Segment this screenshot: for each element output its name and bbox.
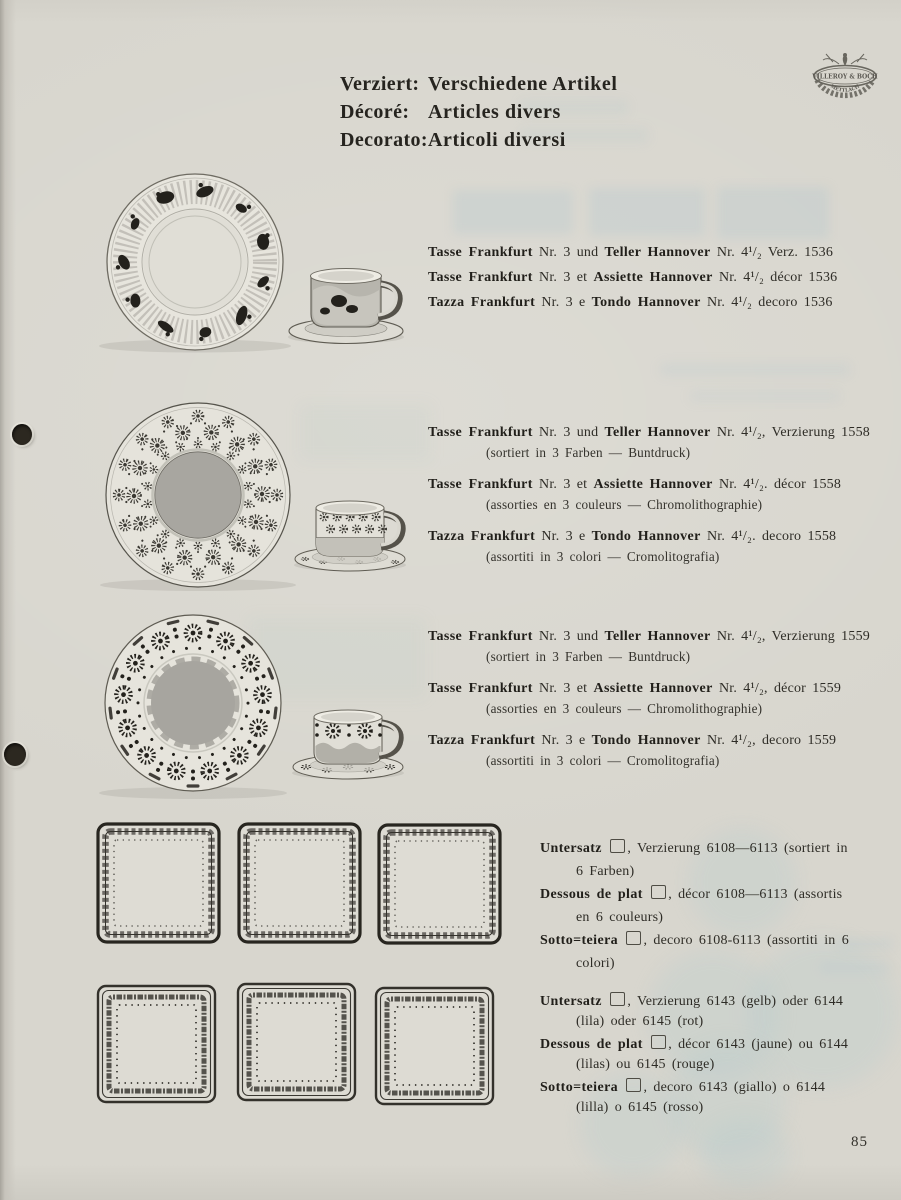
product-name: Teller Hannover xyxy=(604,245,711,260)
text-entries-decor-1559 xyxy=(428,627,893,783)
text-entries-decor-1558 xyxy=(428,423,893,579)
entry-line xyxy=(428,423,893,443)
entry-text: Nr. 3 e xyxy=(535,529,592,544)
entry-text: , decoro 6143 (giallo) o 6144 (lilla) o 6145 (rosso) xyxy=(576,1080,826,1115)
entry-subline: (assortiti in 3 colori — Cromolitografia) xyxy=(486,753,720,768)
entry-subline: (assortiti in 3 colori — Cromolitografia) xyxy=(486,549,720,564)
header-label-italian: Decorato: xyxy=(340,129,428,151)
showthrough-ghost xyxy=(660,363,850,376)
text-entries-decor-6143-6145 xyxy=(540,992,852,1121)
entry-line xyxy=(428,527,893,547)
text-entries-decor-1536 xyxy=(428,243,893,318)
entry-text: Nr. 4¹/₂ decoro 1536 xyxy=(700,295,833,310)
photo-plate-and-cup-decor-1536 xyxy=(93,170,408,356)
entry-subline: (sortiert in 3 Farben — Buntdruck) xyxy=(486,649,691,664)
product-name: Assiette Hannover xyxy=(593,270,713,285)
catalog-entry xyxy=(540,930,852,975)
square-shape-symbol xyxy=(651,885,666,899)
punch-hole-top xyxy=(12,424,32,445)
product-name: Assiette Hannover xyxy=(593,477,713,492)
catalog-entry xyxy=(428,243,893,262)
entry-text: Nr. 4¹/₂, décor 1559 xyxy=(712,681,842,696)
showthrough-ghost xyxy=(453,190,573,234)
product-name: Sotto=teiera xyxy=(540,1080,625,1095)
product-name: Tondo Hannover xyxy=(591,733,701,748)
entry-text: Nr. 3 et xyxy=(532,477,594,492)
entry-text: , Verzierung 6108—6113 (sortiert in 6 Farben) xyxy=(576,841,848,879)
product-name: Tazza Frankfurt xyxy=(428,733,536,748)
product-name: Assiette Hannover xyxy=(593,681,713,696)
product-name: Tasse Frankfurt xyxy=(428,681,533,696)
product-name: Dessous de plat xyxy=(540,1037,650,1052)
product-name: Tasse Frankfurt xyxy=(428,477,533,492)
entry-text: Nr. 3 e xyxy=(535,295,592,310)
catalog-entry xyxy=(428,679,893,719)
entry-text: Nr. 4¹/₂, Verzierung 1558 xyxy=(710,425,870,440)
entry-line xyxy=(540,992,852,1031)
entry-subline: (assorties en 3 couleurs — Chromolithographie) xyxy=(486,497,763,512)
photo-plate-and-cup-decor-1558 xyxy=(98,396,408,594)
entry-text: Nr. 3 et xyxy=(532,681,594,696)
product-name: Teller Hannover xyxy=(604,425,711,440)
entry-text: Nr. 4¹/₂, Verzierung 1559 xyxy=(710,629,870,644)
product-name: Tondo Hannover xyxy=(591,529,701,544)
catalog-entry xyxy=(540,1078,852,1117)
entry-text: Nr. 4¹/₂ Verz. 1536 xyxy=(710,245,834,260)
product-name: Tazza Frankfurt xyxy=(428,529,536,544)
square-shape-symbol xyxy=(610,839,625,853)
product-name: Teller Hannover xyxy=(604,629,711,644)
catalog-entry xyxy=(540,1035,852,1074)
photo-plate-and-cup-decor-1559 xyxy=(96,604,406,802)
catalog-entry xyxy=(428,731,893,771)
catalog-entry xyxy=(428,627,893,667)
header-value-german: Verschiedene Artikel xyxy=(428,73,618,95)
entry-text: , decoro 6108-6113 (assortiti in 6 colori) xyxy=(576,933,849,971)
entry-text: Nr. 4¹/₂ décor 1536 xyxy=(712,270,838,285)
entry-text: , Verzierung 6143 (gelb) oder 6144 (lila) oder 6145 (rot) xyxy=(576,994,844,1029)
page-number: 85 xyxy=(851,1134,868,1150)
entry-line xyxy=(540,930,852,975)
header-label-french: Décoré: xyxy=(340,101,410,123)
catalog-entry xyxy=(428,527,893,567)
product-name: Untersatz xyxy=(540,841,609,856)
entry-subline: (assorties en 3 couleurs — Chromolithographie) xyxy=(486,701,763,716)
showthrough-ghost-circle xyxy=(700,1118,790,1188)
square-shape-symbol xyxy=(626,1078,641,1092)
showthrough-ghost xyxy=(589,188,705,236)
header-row-french xyxy=(340,98,618,126)
villeroy-boch-logo xyxy=(803,50,887,118)
entry-line xyxy=(428,268,893,287)
entry-line xyxy=(428,731,893,751)
svg-text:METTLACH: METTLACH xyxy=(829,83,861,94)
svg-text:VILLEROY & BOCH: VILLEROY & BOCH xyxy=(812,73,878,81)
product-name: Tasse Frankfurt xyxy=(428,629,533,644)
catalog-entry xyxy=(428,268,893,287)
square-shape-symbol xyxy=(651,1035,666,1049)
entry-line xyxy=(428,293,893,312)
punch-hole-bottom xyxy=(4,743,26,766)
product-name: Tazza Frankfurt xyxy=(428,295,536,310)
product-name: Untersatz xyxy=(540,994,609,1009)
catalog-entry xyxy=(540,884,852,929)
header-label-german: Verziert: xyxy=(340,73,420,95)
product-name: Tondo Hannover xyxy=(591,295,701,310)
photo-trivet-zigzag-1 xyxy=(96,822,221,944)
entry-text: Nr. 4¹/₂. décor 1558 xyxy=(712,477,842,492)
entry-text: Nr. 3 e xyxy=(535,733,592,748)
product-name: Tasse Frankfurt xyxy=(428,425,533,440)
photo-trivet-vine-1 xyxy=(96,984,217,1104)
photo-trivet-vine-2 xyxy=(236,982,357,1102)
page-header xyxy=(340,70,618,154)
entry-line xyxy=(428,679,893,699)
entry-text: Nr. 3 et xyxy=(532,270,594,285)
entry-line xyxy=(428,475,893,495)
product-name: Dessous de plat xyxy=(540,887,650,902)
showthrough-ghost xyxy=(717,187,829,239)
entry-line xyxy=(540,884,852,929)
entry-line xyxy=(428,627,893,647)
square-shape-symbol xyxy=(626,931,641,945)
entry-line xyxy=(540,1078,852,1117)
entry-line xyxy=(540,838,852,883)
entry-text: Nr. 3 und xyxy=(532,245,605,260)
catalog-entry xyxy=(428,423,893,463)
catalog-entry xyxy=(540,838,852,883)
entry-line xyxy=(428,243,893,262)
entry-line xyxy=(540,1035,852,1074)
header-row-italian xyxy=(340,126,618,154)
entry-text: , décor 6108—6113 (assortis en 6 couleurs) xyxy=(576,887,843,925)
product-name: Sotto=teiera xyxy=(540,933,625,948)
showthrough-ghost xyxy=(690,390,840,402)
catalog-entry xyxy=(540,992,852,1031)
photo-trivet-vine-3 xyxy=(374,986,495,1106)
product-name: Tasse Frankfurt xyxy=(428,270,533,285)
product-name: Tasse Frankfurt xyxy=(428,245,533,260)
catalog-entry xyxy=(428,293,893,312)
photo-trivet-zigzag-2 xyxy=(237,822,362,944)
entry-text: Nr. 3 und xyxy=(532,629,605,644)
entry-text: Nr. 3 und xyxy=(532,425,605,440)
square-shape-symbol xyxy=(610,992,625,1006)
header-value-french: Articles divers xyxy=(428,101,561,123)
entry-text: Nr. 4¹/₂. decoro 1558 xyxy=(700,529,837,544)
header-row-german xyxy=(340,70,618,98)
catalog-entry xyxy=(428,475,893,515)
text-entries-decor-6108-6113 xyxy=(540,838,852,976)
header-value-italian: Articoli diversi xyxy=(428,129,566,151)
photo-trivet-zigzag-3 xyxy=(377,823,502,945)
entry-text: Nr. 4¹/₂, decoro 1559 xyxy=(700,733,837,748)
entry-subline: (sortiert in 3 Farben — Buntdruck) xyxy=(486,445,691,460)
entry-text: , décor 6143 (jaune) ou 6144 (lilas) ou 6145 (rouge) xyxy=(576,1037,849,1072)
